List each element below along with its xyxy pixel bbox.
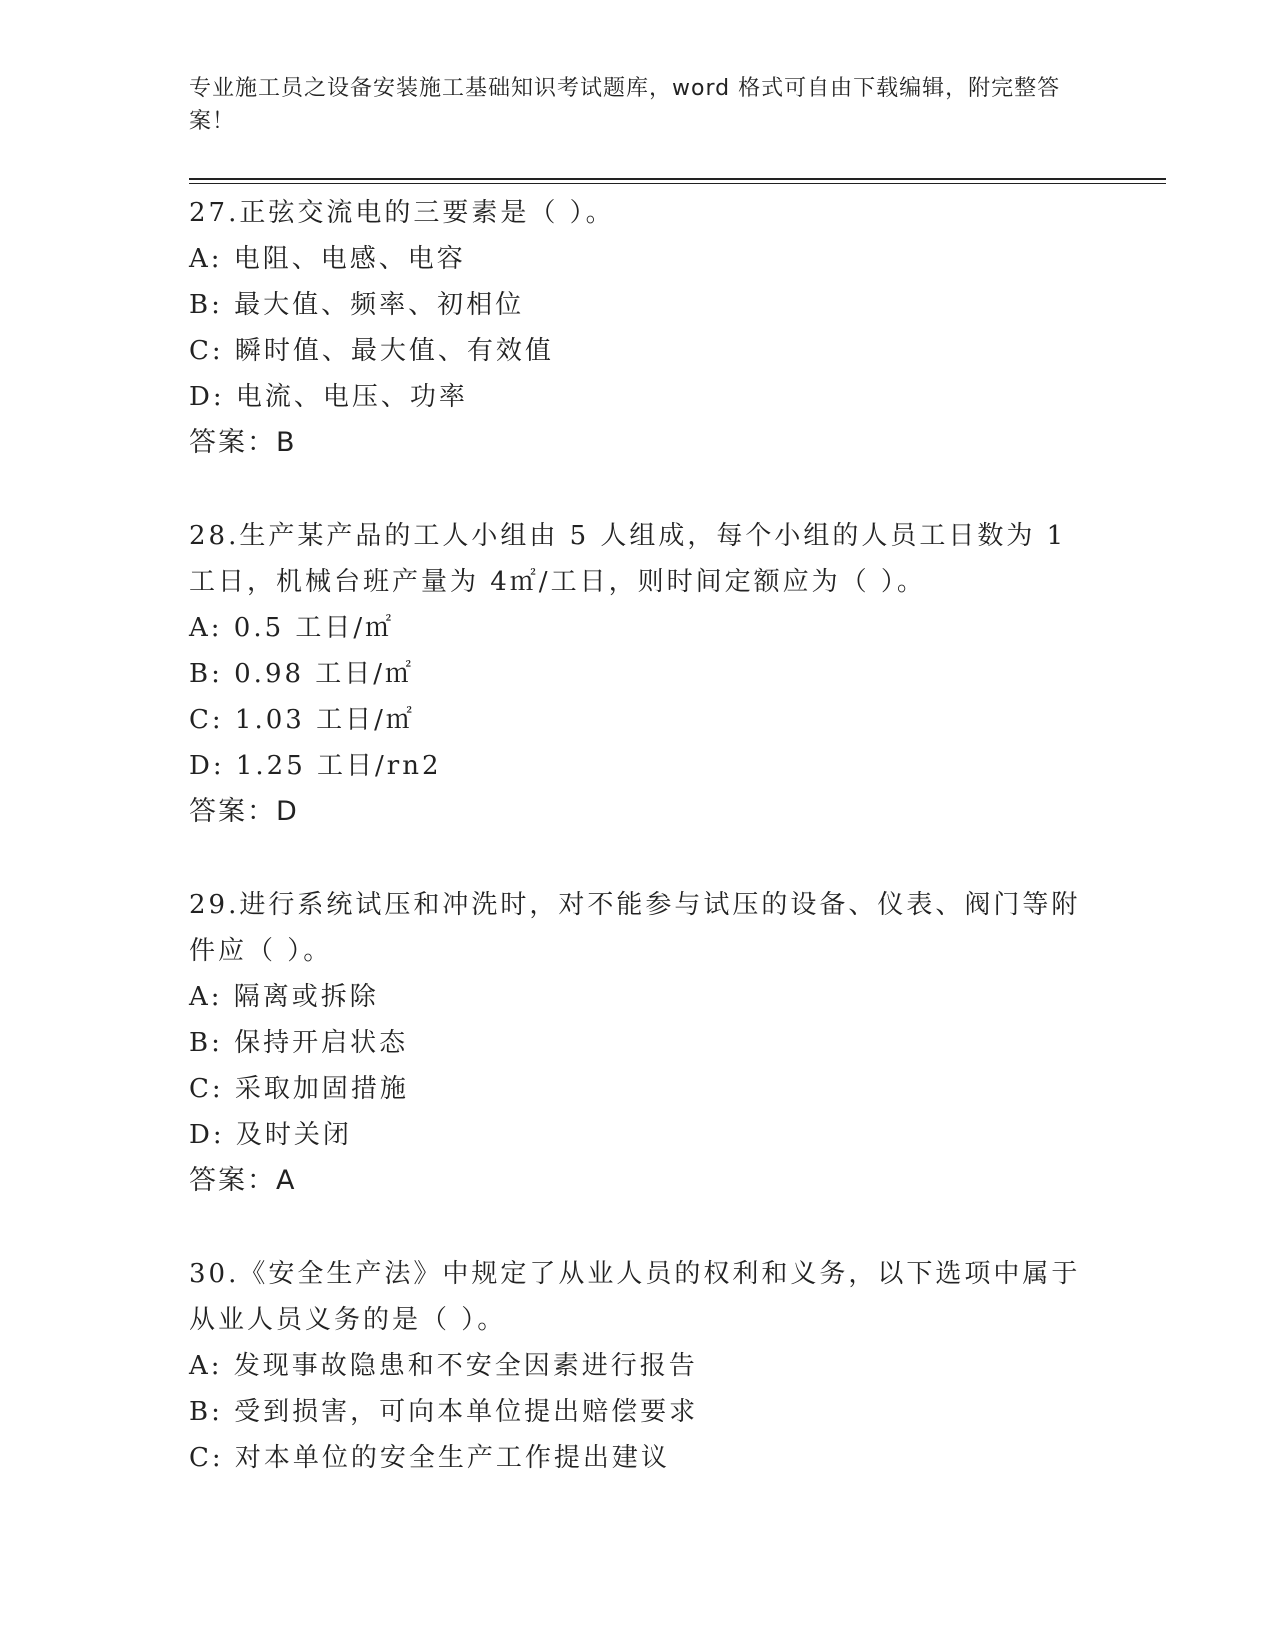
option-a: A: 发现事故隐患和不安全因素进行报告	[189, 1351, 698, 1381]
question-29	[189, 882, 1089, 1204]
option-a: A: 隔离或拆除	[189, 982, 379, 1012]
question-stem: 30.《安全生产法》中规定了从业人员的权利和义务，以下选项中属于从业人员义务的是（ ）。	[189, 1259, 1081, 1335]
question-stem: 27.正弦交流电的三要素是（ ）。	[189, 198, 615, 228]
question-28	[189, 513, 1089, 835]
option-d: D: 电流、电压、功率	[189, 382, 468, 412]
question-30	[189, 1251, 1089, 1481]
question-stem: 28.生产某产品的工人小组由 5 人组成，每个小组的人员工日数为 1 工日，机械台班产量为 4㎡/工日，则时间定额应为（ ）。	[189, 521, 1078, 597]
option-c: C: 1.03 工日/㎡	[189, 705, 415, 735]
option-c: C: 瞬时值、最大值、有效值	[189, 336, 554, 366]
option-c: C: 采取加固措施	[189, 1074, 409, 1104]
option-b: B: 受到损害，可向本单位提出赔偿要求	[189, 1397, 699, 1427]
option-b: B: 最大值、频率、初相位	[189, 290, 525, 320]
option-d: D: 及时关闭	[189, 1120, 352, 1150]
question-27	[189, 190, 1089, 466]
answer-text: 答案：D	[189, 796, 299, 827]
option-a: A: 0.5 工日/㎡	[189, 613, 395, 643]
answer-text: 答案：B	[189, 427, 297, 458]
answer-text: 答案：A	[189, 1165, 297, 1196]
option-b: B: 保持开启状态	[189, 1028, 409, 1058]
document-header: 专业施工员之设备安装施工基础知识考试题库，word 格式可自由下载编辑，附完整答案！	[189, 76, 1061, 134]
option-a: A: 电阻、电感、电容	[189, 244, 466, 274]
option-d: D: 1.25 工日/rn2	[189, 751, 442, 781]
question-list	[189, 190, 1089, 1528]
header-divider-thin	[189, 183, 1166, 184]
option-b: B: 0.98 工日/㎡	[189, 659, 415, 689]
option-c: C: 对本单位的安全生产工作提出建议	[189, 1443, 670, 1473]
header-divider-thick	[189, 178, 1166, 180]
question-stem: 29.进行系统试压和冲洗时，对不能参与试压的设备、仪表、阀门等附件应（ ）。	[189, 890, 1081, 966]
